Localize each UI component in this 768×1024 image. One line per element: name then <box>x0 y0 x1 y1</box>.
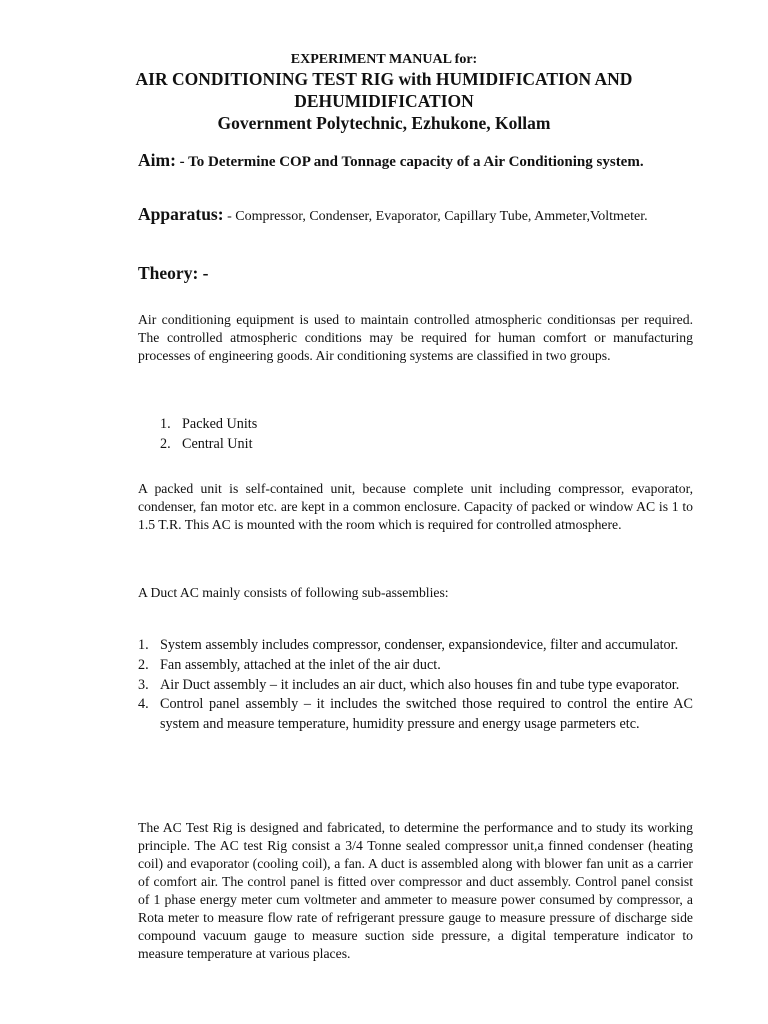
list-text: Control panel assembly – it includes the switched those required to control the entire AC system and measure temperature, humidity pressure and energy usage parmeters etc. <box>160 696 693 733</box>
list-item <box>138 636 693 656</box>
manual-heading: EXPERIMENT MANUAL for: <box>290 52 478 67</box>
aim-label: Aim: <box>138 150 176 170</box>
test-rig-paragraph: The AC Test Rig is designed and fabricated, to determine the performance and to study its working principle. The AC test Rig consist a 3/4 Tonne sealed compressor unit,a finned condenser (heating coil) and evaporator (cooling coil), a fan. A duct is assembled along with blower fan unit as a carrier of comfort air. The control panel is fitted over compressor and duct assembly. Control panel consist of 1 phase energy meter cum voltmeter and ammeter to measure power consumed by compressor, a Rota meter to measure flow rate of refrigerant pressure gauge to measure pressure of discharge side compound vacuum gauge to measure suction side pressure, a digital temperature indicator to measure temperature at various places. <box>138 820 693 961</box>
aim-line <box>138 150 644 171</box>
theory-heading: Theory: - <box>138 263 209 283</box>
groups-list <box>160 415 460 455</box>
list-text: Packed Units <box>182 416 258 432</box>
apparatus-label: Apparatus: <box>138 204 224 224</box>
institution-name: Government Polytechnic, Ezhukone, Kollam <box>217 113 551 133</box>
list-item <box>160 415 460 435</box>
aim-text: - To Determine COP and Tonnage capacity of a Air Conditioning system. <box>175 154 644 170</box>
list-item <box>160 435 460 455</box>
apparatus-line <box>138 204 648 225</box>
list-text: Air Duct assembly – it includes an air duct, which also houses fin and tube type evaporator. <box>160 676 680 693</box>
list-item <box>138 695 693 735</box>
packed-unit-paragraph: A packed unit is self-contained unit, because complete unit including compressor, evaporator, condenser, fan motor etc. are kept in a common enclosure. Capacity of packed or window AC is 1 to 1.5 T.R. This AC is mounted with the room which is required for controlled atmosphere. <box>138 481 693 532</box>
duct-intro-paragraph: A Duct AC mainly consists of following sub-assemblies: <box>138 585 449 600</box>
list-number: 4. <box>138 696 149 713</box>
title-line-1: AIR CONDITIONING TEST RIG with HUMIDIFICATION AND <box>135 69 633 89</box>
subassemblies-list <box>138 636 693 735</box>
apparatus-text: - Compressor, Condenser, Evaporator, Capillary Tube, Ammeter,Voltmeter. <box>223 209 648 224</box>
list-text: Central Unit <box>182 435 253 452</box>
list-text: System assembly includes compressor, condenser, expansiondevice, filter and accumulator. <box>160 637 679 653</box>
list-text: Fan assembly, attached at the inlet of the air duct. <box>160 656 441 673</box>
list-number: 3. <box>138 676 149 693</box>
intro-paragraph: Air conditioning equipment is used to maintain controlled atmospheric conditionsas per required. The controlled atmospheric conditions may be required for human comfort or manufacturing processes of engineering goods. Air conditioning systems are classified in two groups. <box>138 312 693 363</box>
list-number: 1. <box>138 637 149 653</box>
list-number: 2. <box>160 435 171 452</box>
title-line-2: DEHUMIDIFICATION <box>294 91 474 111</box>
list-number: 1. <box>160 416 171 432</box>
list-number: 2. <box>138 656 149 673</box>
list-item <box>138 656 693 676</box>
list-item <box>138 676 693 696</box>
